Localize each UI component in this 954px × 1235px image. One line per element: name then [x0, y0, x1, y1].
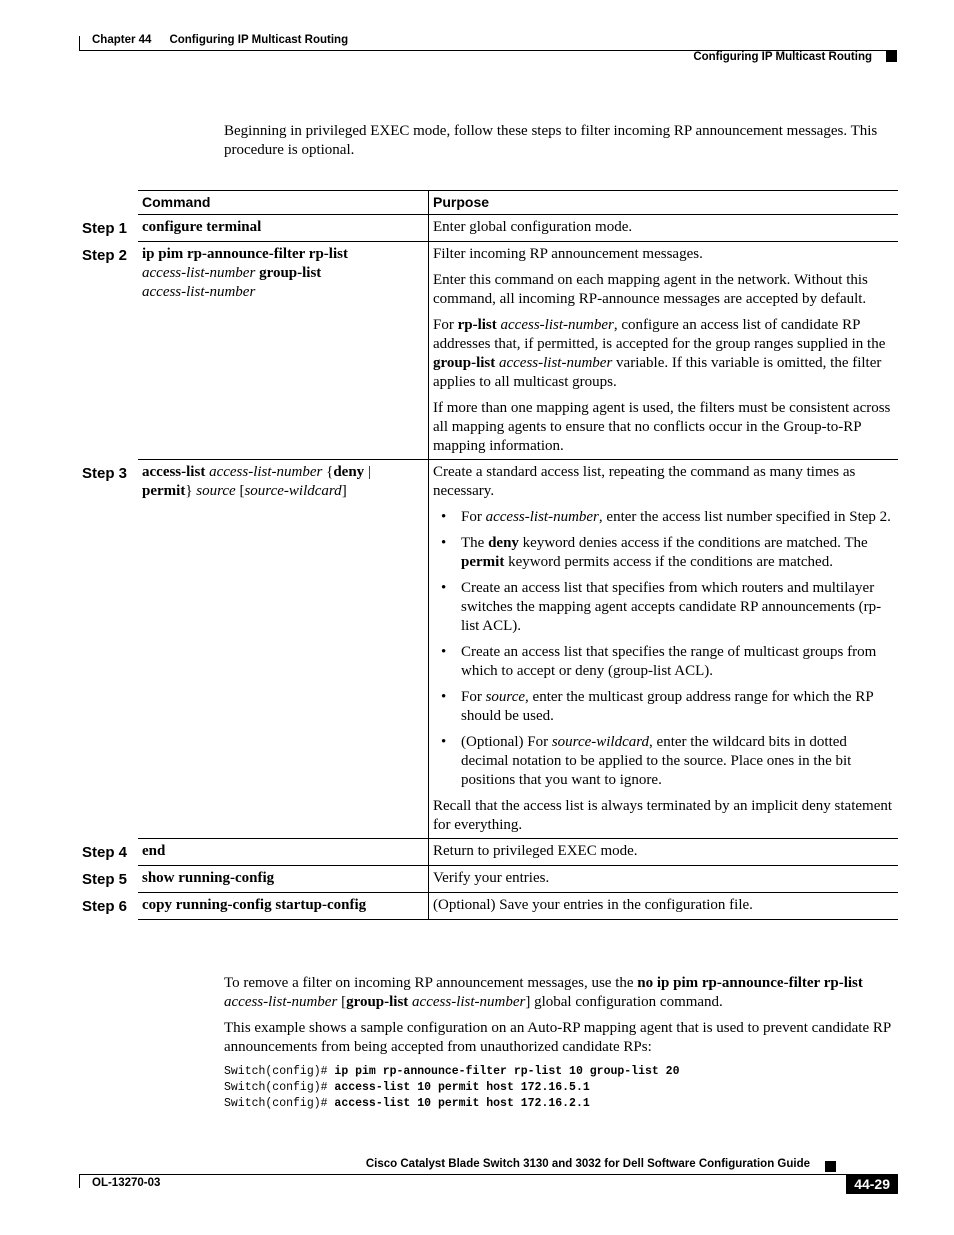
example-paragraph: This example shows a sample configuration on an Auto-RP mapping agent that is used to prevent candidate RP announcements from being accepted from unauthorized candidate RPs: — [224, 1020, 891, 1055]
table-header-row — [80, 191, 898, 215]
command-cell: access-list access-list-number {deny | permit} source [source-wildcard] — [138, 460, 429, 839]
table-row — [80, 460, 898, 839]
purpose-cell: Filter incoming RP announcement messages. Enter this command on each mapping agent in the network. Without this command, all incoming RP-announce messages are accepted by default. For rp-list access-list-number, configure an access list of candidate RP addresses that, if permitted, is accepted for the group ranges supplied in the group-list access-list-number variable. If this variable is omitted, the filter applies to all multicast groups. If more than one mapping agent is used, the filters must be consistent across all mapping agents to ensure that no conflicts occur in the Group-to-RP mapping information. — [429, 242, 899, 460]
step-label: Step 5 — [82, 870, 128, 888]
bullet-list — [433, 508, 894, 790]
list-item: • For source, enter the multicast group address range for which the RP should be used. — [461, 688, 894, 726]
table-row — [80, 215, 898, 242]
command-cell: configure terminal — [138, 215, 429, 242]
footer-doc-id: OL-13270-03 — [92, 1177, 161, 1189]
header-square — [886, 51, 897, 62]
purpose-cell: Verify your entries. — [429, 866, 899, 893]
command-cell: copy running-config startup-config — [138, 893, 429, 920]
chapter-title: Configuring IP Multicast Routing — [169, 34, 349, 46]
list-item: • (Optional) For source-wildcard, enter the wildcard bits in dotted decimal notation to be applied to the source. Place ones in the bit positions that you want to ignore. — [461, 733, 894, 790]
steps-table — [80, 190, 898, 920]
column-header-purpose: Purpose — [429, 191, 899, 215]
header-left-bar — [79, 36, 80, 50]
purpose-cell: Return to privileged EXEC mode. — [429, 839, 899, 866]
list-item: • Create an access list that specifies the range of multicast groups from which to accept or deny (group-list ACL). — [461, 643, 894, 681]
step-label: Step 1 — [82, 219, 128, 237]
intro-paragraph: Beginning in privileged EXEC mode, follow these steps to filter incoming RP announcement messages. This procedure is optional. — [224, 123, 878, 158]
command-cell: ip pim rp-announce-filter rp-list access-list-number group-list access-list-number — [138, 242, 429, 460]
table-row — [80, 866, 898, 893]
footer-guide-title: Cisco Catalyst Blade Switch 3130 and 3032 for Dell Software Configuration Guide — [365, 1158, 810, 1170]
code-example: Switch(config)# ip pim rp-announce-filter rp-list 10 group-list 20 Switch(config)# access-list 10 permit host 172.16.5.1 Switch(config)# access-list 10 permit host 172.16.2.1 — [224, 1065, 680, 1110]
step-label: Step 3 — [82, 464, 128, 482]
footer-square — [825, 1161, 836, 1172]
purpose-cell: Enter global configuration mode. — [429, 215, 899, 242]
table-row — [80, 242, 898, 460]
step-label: Step 4 — [82, 843, 128, 861]
command-cell: show running-config — [138, 866, 429, 893]
header-chapter — [92, 34, 348, 46]
list-item: • For access-list-number, enter the access list number specified in Step 2. — [461, 508, 894, 527]
step-label: Step 2 — [82, 246, 128, 264]
chapter-number: Chapter 44 — [92, 34, 152, 46]
list-item: • Create an access list that specifies from which routers and multilayer switches the mapping agent accepts candidate RP announcements (rp-list ACL). — [461, 579, 894, 636]
footer-left-bar — [79, 1174, 80, 1188]
column-header-command: Command — [138, 191, 429, 215]
step-label: Step 6 — [82, 897, 128, 915]
footer-rule — [79, 1174, 897, 1175]
purpose-cell: Create a standard access list, repeating the command as many times as necessary. • For access-list-number, enter the access list number specified in Step 2. • The deny keyword denies access if the conditions are matched. The permit keyword permits access if the conditions are matched. • Create an access list that specifies from which routers and multilayer switches the mapping agent accepts candidate RP announcements (rp-list ACL). • Create an access list that specifies the range of multicast groups from which to accept or deny (group-list ACL). • For source, enter the multicast group address range for which the RP should be used. • (Optional) For source-wildcard, enter the wildcard bits in dotted decimal notation to be applied to the source. Place ones in the bit positions that you want to ignore. Recall that the access list is always terminated by an implicit deny statement for everything. — [429, 460, 899, 839]
list-item: • The deny keyword denies access if the conditions are matched. The permit keyword permits access if the conditions are matched. — [461, 534, 894, 572]
page-number: 44-29 — [846, 1174, 898, 1194]
remove-filter-paragraph: To remove a filter on incoming RP announcement messages, use the no ip pim rp-announce-filter rp-list access-list-number [group-list access-list-number] global configuration command. — [224, 975, 863, 1010]
table-row — [80, 839, 898, 866]
command-cell: end — [138, 839, 429, 866]
header-section-title: Configuring IP Multicast Routing — [693, 51, 872, 63]
purpose-cell: (Optional) Save your entries in the configuration file. — [429, 893, 899, 920]
table-row — [80, 893, 898, 920]
